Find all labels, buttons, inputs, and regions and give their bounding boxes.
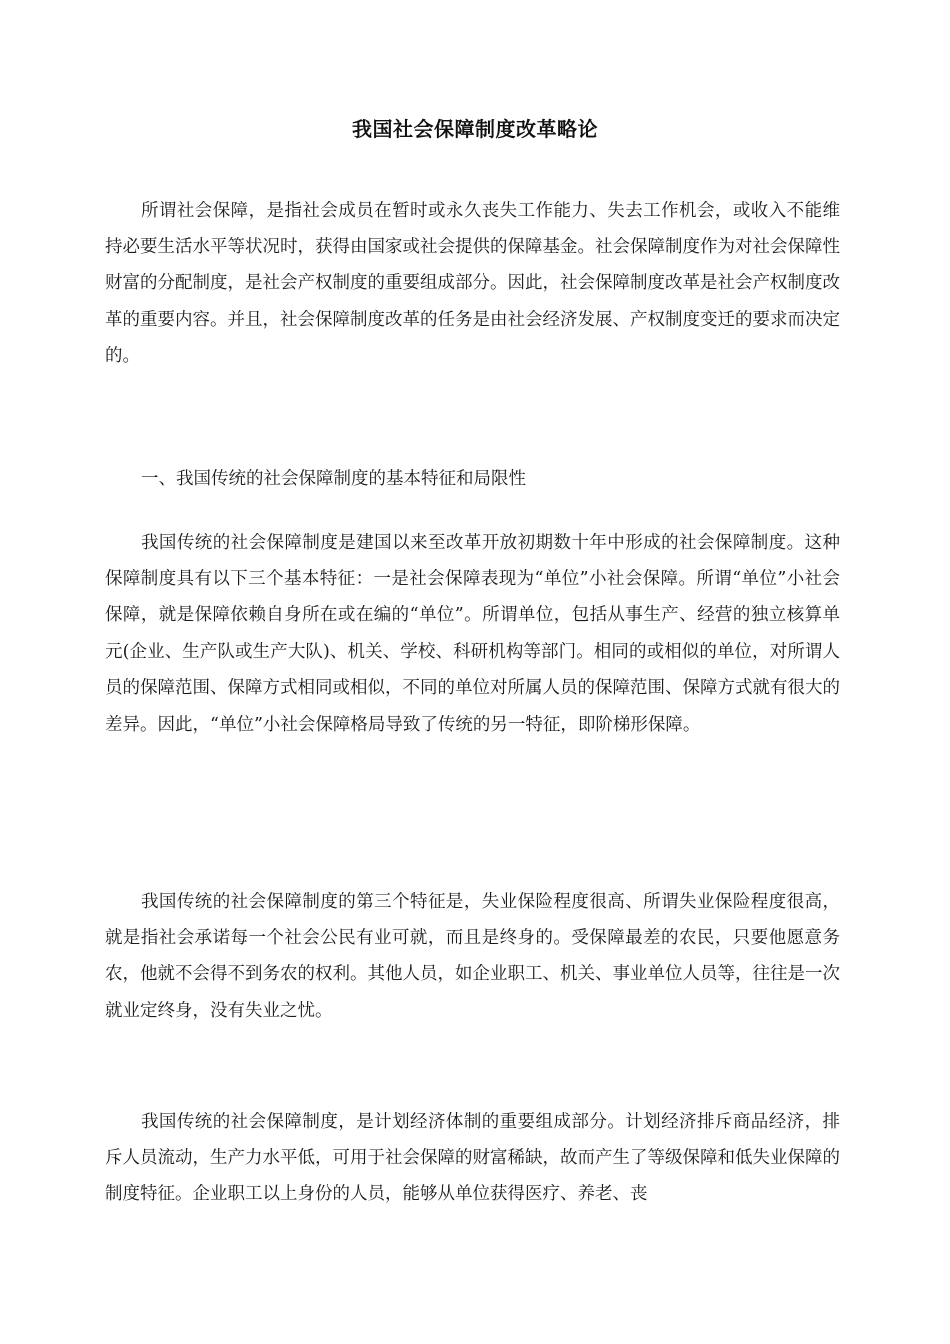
section-heading: 一、我国传统的社会保障制度的基本特征和局限性	[141, 468, 526, 489]
paragraph-features: 我国传统的社会保障制度是建国以来至改革开放初期数十年中形成的社会保障制度。这种保障制度具有以下三个基本特征：一是社会保障表现为“单位”小社会保障。所谓“单位”小社会保障，就是保障依赖自身所在或在编的“单位”。所谓单位，包括从事生产、经营的独立核算单元(企业、生产队或生产大队)、机关、学校、科研机构等部门。相同的或相似的单位，对所谓人员的保障范围、保障方式相同或相似，不同的单位对所属人员的保障范围、保障方式就有很大的差异。因此，“单位”小社会保障格局导致了传统的另一特征，即阶梯形保障。	[105, 532, 840, 735]
paragraph-third-feature: 我国传统的社会保障制度的第三个特征是，失业保险程度很高、所谓失业保险程度很高，就是指社会承诺每一个社会公民有业可就，而且是终身的。受保障最差的农民，只要他愿意务农，他就不会得不到务农的权利。其他人员，如企业职工、机关、事业单位人员等，往往是一次就业定终身，没有失业之忧。	[105, 891, 840, 1021]
paragraph-planned-economy: 我国传统的社会保障制度，是计划经济体制的重要组成部分。计划经济排斥商品经济，排斥人员流动，生产力水平低，可用于社会保障的财富稀缺，故而产生了等级保障和低失业保障的制度特征。企业职工以上身份的人员，能够从单位获得医疗、养老、丧	[105, 1111, 840, 1205]
paragraph-introduction: 所谓社会保障，是指社会成员在暂时或永久丧失工作能力、失去工作机会，或收入不能维持必要生活水平等状况时，获得由国家或社会提供的保障基金。社会保障制度作为对社会保障性财富的分配制度，是社会产权制度的重要组成部分。因此，社会保障制度改革是社会产权制度改革的重要内容。并且，社会保障制度改革的任务是由社会经济发展、产权制度变迁的要求而决定的。	[105, 200, 840, 367]
document-title: 我国社会保障制度改革略论	[352, 117, 598, 141]
